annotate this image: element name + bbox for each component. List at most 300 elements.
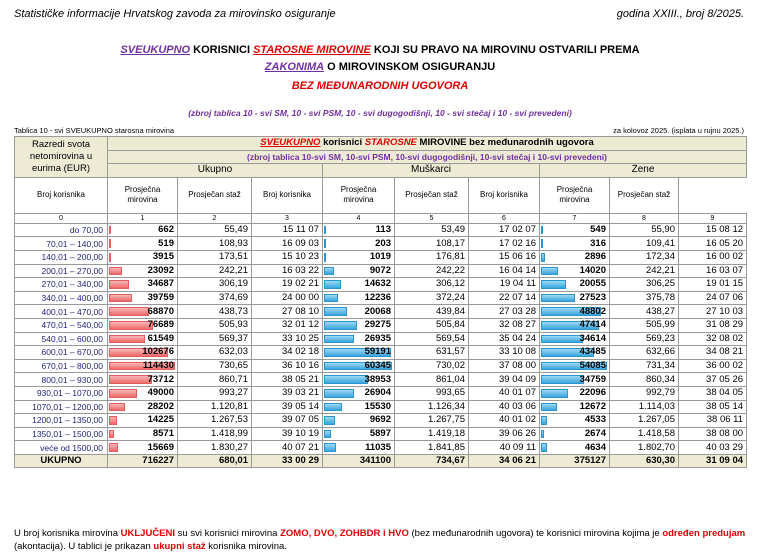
m-count-bar [324, 307, 347, 316]
z-count-value: 12672 [579, 400, 606, 412]
m-count-value: 15530 [364, 400, 391, 412]
m-avg: 306,12 [395, 278, 469, 292]
column-number: 6 [469, 213, 540, 223]
z-count-value: 2674 [584, 427, 606, 439]
foot-zomo: ZOMO, DVO, ZOHBDR i HVO [280, 528, 409, 539]
range-label: 1350,01 – 1500,00 [15, 427, 108, 441]
z-avg: 1.418,58 [610, 427, 679, 441]
u-count-value: 8571 [152, 427, 174, 439]
m-count-bar [324, 335, 354, 344]
column-header: Prosječna mirovina [540, 177, 610, 213]
z-staz: 34 08 21 [679, 346, 747, 360]
m-staz: 33 10 08 [469, 346, 540, 360]
m-count [323, 441, 395, 455]
u-count [108, 414, 178, 428]
m-count [323, 264, 395, 278]
u-count-value: 76689 [147, 319, 174, 331]
foot-e: (bez međunarodnih ugovora) te korisnici mirovina kojima je [408, 528, 663, 539]
column-header: Broj korisnika [15, 177, 108, 213]
m-avg: 730,02 [395, 359, 469, 373]
u-avg: 306,19 [178, 278, 252, 292]
z-count-bar [541, 253, 545, 262]
table-title-sveukupno: SVEUKUPNO [260, 137, 321, 149]
m-count [323, 278, 395, 292]
m-count-bar [324, 375, 368, 384]
u-count-value: 49000 [147, 387, 174, 399]
title-zakonima: ZAKONIMA [264, 61, 325, 73]
u-avg: 55,49 [178, 223, 252, 237]
m-count [323, 332, 395, 346]
column-header: Prosječan staž [395, 177, 469, 213]
m-staz: 39 06 26 [469, 427, 540, 441]
u-avg: 569,37 [178, 332, 252, 346]
total-m-staz: 34 06 21 [469, 454, 540, 468]
u-count [108, 400, 178, 414]
z-avg: 1.802,70 [610, 441, 679, 455]
z-staz: 40 03 29 [679, 441, 747, 455]
z-count-bar [541, 226, 543, 235]
z-avg: 1.114,03 [610, 400, 679, 414]
z-count-bar [541, 443, 547, 452]
u-count-value: 61549 [147, 332, 174, 344]
u-count-bar [109, 307, 149, 316]
table-row [15, 291, 747, 305]
u-staz: 15 11 07 [252, 223, 323, 237]
m-count [323, 414, 395, 428]
title-korisnici: KORISNICI [190, 44, 254, 56]
range-label: 600,01 – 670,00 [15, 346, 108, 360]
table-row [15, 414, 747, 428]
z-count-value: 34759 [579, 373, 606, 385]
column-headers [15, 177, 747, 213]
u-avg: 993,27 [178, 386, 252, 400]
u-count [108, 305, 178, 319]
u-count [108, 250, 178, 264]
m-avg: 242,22 [395, 264, 469, 278]
u-avg: 108,93 [178, 237, 252, 251]
foot-i: korisnika mirovina. [205, 541, 287, 552]
column-number: 4 [323, 213, 395, 223]
column-numbers [15, 213, 747, 223]
table-row [15, 332, 747, 346]
z-staz: 16 00 02 [679, 250, 747, 264]
table-title [108, 137, 747, 151]
z-staz: 38 04 05 [679, 386, 747, 400]
u-staz: 16 03 22 [252, 264, 323, 278]
total-label: UKUPNO [15, 454, 108, 468]
u-count [108, 278, 178, 292]
m-staz: 15 06 16 [469, 250, 540, 264]
z-avg: 860,34 [610, 373, 679, 387]
z-count-value: 48802 [579, 305, 606, 317]
column-header: Prosječan staž [178, 177, 252, 213]
range-label: do 70,00 [15, 223, 108, 237]
column-number: 8 [610, 213, 679, 223]
z-avg: 242,21 [610, 264, 679, 278]
u-count [108, 237, 178, 251]
z-count-value: 22096 [579, 387, 606, 399]
u-count [108, 427, 178, 441]
u-staz: 15 10 23 [252, 250, 323, 264]
u-avg: 1.830,27 [178, 441, 252, 455]
m-staz: 17 02 07 [469, 223, 540, 237]
m-avg: 993,65 [395, 386, 469, 400]
z-staz: 38 08 00 [679, 427, 747, 441]
range-label: 270,01 – 340,00 [15, 278, 108, 292]
z-staz: 37 05 26 [679, 373, 747, 387]
m-avg: 1.419,18 [395, 427, 469, 441]
range-label: 540,01 – 600,00 [15, 332, 108, 346]
u-count [108, 291, 178, 305]
z-count-bar [541, 280, 566, 289]
u-avg: 860,71 [178, 373, 252, 387]
u-avg: 505,93 [178, 318, 252, 332]
column-header: Prosječna mirovina [323, 177, 395, 213]
m-staz: 37 08 00 [469, 359, 540, 373]
z-count-value: 27523 [579, 292, 606, 304]
title-line-3: BEZ MEĐUNARODNIH UGOVORA [291, 80, 469, 92]
z-count [540, 278, 610, 292]
table-row [15, 427, 747, 441]
z-count [540, 305, 610, 319]
u-count [108, 373, 178, 387]
z-count [540, 332, 610, 346]
m-count-bar [324, 280, 341, 289]
group-ukupno: Ukupno [108, 164, 323, 178]
z-count-value: 4634 [584, 441, 606, 453]
u-count [108, 346, 178, 360]
u-count-value: 34687 [147, 278, 174, 290]
total-u-avg: 680,01 [178, 454, 252, 468]
z-count-bar [541, 239, 543, 248]
m-avg: 439,84 [395, 305, 469, 319]
u-count-value: 15669 [147, 441, 174, 453]
z-avg: 438,27 [610, 305, 679, 319]
table-title-starosne: STAROSNE [364, 137, 417, 149]
u-avg: 438,73 [178, 305, 252, 319]
z-count-value: 316 [590, 237, 606, 249]
z-count-bar [541, 403, 557, 412]
range-label: 670,01 – 800,00 [15, 359, 108, 373]
u-avg: 374,69 [178, 291, 252, 305]
m-staz: 17 02 16 [469, 237, 540, 251]
table-row [15, 264, 747, 278]
u-avg: 242,21 [178, 264, 252, 278]
m-count [323, 373, 395, 387]
z-avg: 1.267,05 [610, 414, 679, 428]
z-count [540, 359, 610, 373]
u-count-bar [109, 375, 152, 384]
m-count-value: 11035 [365, 441, 391, 453]
m-count [323, 291, 395, 305]
z-count-bar [541, 294, 575, 303]
z-count-bar [541, 267, 558, 276]
table-row [15, 386, 747, 400]
column-number: 7 [540, 213, 610, 223]
u-count [108, 359, 178, 373]
title-line-1 [0, 44, 760, 56]
u-count-bar [109, 239, 111, 248]
z-count-value: 2896 [584, 251, 606, 263]
table-row [15, 278, 747, 292]
u-staz: 39 07 05 [252, 414, 323, 428]
column-header: Prosječna mirovina [108, 177, 178, 213]
total-m-count: 341100 [323, 454, 395, 468]
z-count-value: 20055 [579, 278, 606, 290]
total-u-staz: 33 00 29 [252, 454, 323, 468]
z-avg: 172,34 [610, 250, 679, 264]
z-avg: 569,23 [610, 332, 679, 346]
range-label: 470,01 – 540,00 [15, 318, 108, 332]
u-count-bar [109, 430, 114, 439]
u-staz: 33 10 25 [252, 332, 323, 346]
z-count-value: 47414 [579, 319, 606, 331]
m-count-value: 1019 [369, 251, 391, 263]
u-staz: 39 03 21 [252, 386, 323, 400]
column-number: 5 [395, 213, 469, 223]
z-count-value: 54085 [579, 360, 606, 372]
u-staz: 39 10 19 [252, 427, 323, 441]
m-avg: 1.841,85 [395, 441, 469, 455]
table-row [15, 250, 747, 264]
z-avg: 632,66 [610, 346, 679, 360]
m-count [323, 237, 395, 251]
u-staz: 24 00 00 [252, 291, 323, 305]
z-count [540, 318, 610, 332]
title-rest-2: O MIROVINSKOM OSIGURANJU [324, 61, 496, 73]
m-count-value: 9692 [369, 414, 391, 426]
z-staz: 31 08 29 [679, 318, 747, 332]
u-count-bar [109, 335, 145, 344]
u-count-value: 28202 [147, 400, 174, 412]
m-staz: 40 01 07 [469, 386, 540, 400]
z-count [540, 291, 610, 305]
table-row [15, 318, 747, 332]
u-count-value: 68870 [147, 305, 174, 317]
u-count-value: 73712 [147, 373, 174, 385]
range-label: veće od 1500,00 [15, 441, 108, 455]
title-note: (zbroj tablica 10 - svi SM, 10 - svi PSM, 10 - svi dugogodišnji, 10 - svi stečaj i 10 - svi prevedeni) [188, 108, 572, 118]
foot-staz: ukupni staž [153, 541, 206, 552]
u-staz: 27 08 10 [252, 305, 323, 319]
z-avg: 731,34 [610, 359, 679, 373]
column-number: 1 [108, 213, 178, 223]
foot-predujam: određen predujam [662, 528, 746, 539]
m-staz: 39 04 09 [469, 373, 540, 387]
m-count-value: 38953 [364, 373, 391, 385]
m-count-value: 60345 [364, 360, 391, 372]
m-count-value: 9072 [369, 264, 391, 276]
z-count-bar [541, 430, 544, 439]
range-label: 800,01 – 930,00 [15, 373, 108, 387]
z-count-value: 4533 [584, 414, 606, 426]
z-avg: 375,78 [610, 291, 679, 305]
m-avg: 176,81 [395, 250, 469, 264]
u-count-bar [109, 294, 132, 303]
z-staz: 38 05 14 [679, 400, 747, 414]
z-avg: 306,25 [610, 278, 679, 292]
z-count [540, 346, 610, 360]
u-count-value: 102676 [142, 346, 174, 358]
total-z-count: 375127 [540, 454, 610, 468]
m-count-value: 20068 [364, 305, 391, 317]
m-avg: 631,57 [395, 346, 469, 360]
table-row [15, 373, 747, 387]
z-staz: 32 08 02 [679, 332, 747, 346]
column-header: Broj korisnika [469, 177, 540, 213]
u-count-value: 3915 [152, 251, 174, 263]
m-count-value: 5897 [369, 427, 391, 439]
z-staz: 38 06 11 [679, 414, 747, 428]
publication-title: Statističke informacije Hrvatskog zavoda za mirovinsko osiguranje [14, 8, 336, 20]
column-number: 9 [679, 213, 747, 223]
u-avg: 632,03 [178, 346, 252, 360]
z-staz: 24 07 06 [679, 291, 747, 305]
u-avg: 173,51 [178, 250, 252, 264]
u-count [108, 386, 178, 400]
u-count-bar [109, 226, 111, 235]
u-staz: 38 05 21 [252, 373, 323, 387]
title-line-2 [0, 61, 760, 73]
m-count [323, 346, 395, 360]
u-count [108, 332, 178, 346]
group-zene: Žene [540, 164, 747, 178]
u-avg: 730,65 [178, 359, 252, 373]
m-avg: 1.267,75 [395, 414, 469, 428]
u-count-bar [109, 253, 111, 262]
z-count-value: 14020 [579, 264, 606, 276]
m-staz: 40 09 11 [469, 441, 540, 455]
z-staz: 36 00 02 [679, 359, 747, 373]
z-count-value: 549 [590, 224, 606, 236]
range-label: 140,01 – 200,00 [15, 250, 108, 264]
total-u-count: 716227 [108, 454, 178, 468]
u-count-value: 114430 [142, 360, 174, 372]
m-staz: 16 04 14 [469, 264, 540, 278]
u-count [108, 318, 178, 332]
m-count-bar [324, 430, 331, 439]
table-period: za kolovoz 2025. (isplata u rujnu 2025.) [613, 126, 744, 135]
u-staz: 39 05 14 [252, 400, 323, 414]
m-staz: 19 04 11 [469, 278, 540, 292]
u-avg: 1.120,81 [178, 400, 252, 414]
z-count [540, 250, 610, 264]
u-count [108, 264, 178, 278]
z-staz: 15 08 12 [679, 223, 747, 237]
z-count [540, 264, 610, 278]
m-count [323, 386, 395, 400]
m-count-bar [324, 416, 335, 425]
title-sveukupno: SVEUKUPNO [120, 44, 191, 56]
m-count-value: 12236 [364, 292, 391, 304]
m-avg: 505,84 [395, 318, 469, 332]
z-avg: 505,99 [610, 318, 679, 332]
total-m-avg: 734,67 [395, 454, 469, 468]
range-label: 400,01 – 470,00 [15, 305, 108, 319]
u-count-bar [109, 443, 118, 452]
z-avg: 992,79 [610, 386, 679, 400]
column-number: 2 [178, 213, 252, 223]
table-row [15, 400, 747, 414]
total-z-avg: 630,30 [610, 454, 679, 468]
foot-ukljuceni: UKLJUČENI [120, 528, 176, 539]
range-label: 1200,01 – 1350,00 [15, 414, 108, 428]
foot-a: U broj korisnika mirovina [14, 528, 121, 539]
u-staz: 32 01 12 [252, 318, 323, 332]
total-row [15, 454, 747, 468]
m-count-value: 26935 [364, 332, 391, 344]
m-count-bar [324, 443, 336, 452]
table-row [15, 223, 747, 237]
table-caption: Tablica 10 - svi SVEUKUPNO starosna mirovina [14, 126, 175, 135]
z-staz: 16 05 20 [679, 237, 747, 251]
u-staz: 34 02 18 [252, 346, 323, 360]
u-staz: 19 02 21 [252, 278, 323, 292]
u-count-bar [109, 321, 153, 330]
u-count-value: 39759 [147, 292, 174, 304]
range-label: 930,01 – 1070,00 [15, 386, 108, 400]
m-avg: 861,04 [395, 373, 469, 387]
z-avg: 55,90 [610, 223, 679, 237]
u-count [108, 223, 178, 237]
z-count-value: 43485 [579, 346, 606, 358]
u-count-bar [109, 403, 125, 412]
u-count-bar [109, 267, 122, 276]
m-count [323, 250, 395, 264]
column-header: Broj korisnika [252, 177, 323, 213]
m-count-bar [324, 389, 354, 398]
m-count [323, 318, 395, 332]
u-avg: 1.267,53 [178, 414, 252, 428]
m-count [323, 305, 395, 319]
m-staz: 40 03 06 [469, 400, 540, 414]
m-avg: 108,17 [395, 237, 469, 251]
m-count-value: 26904 [364, 387, 391, 399]
u-count-bar [109, 416, 117, 425]
z-count [540, 427, 610, 441]
z-count-bar [541, 389, 568, 398]
z-count-bar [541, 416, 547, 425]
m-avg: 1.126,34 [395, 400, 469, 414]
m-count-value: 29275 [364, 319, 391, 331]
range-label: 340,01 – 400,00 [15, 291, 108, 305]
m-count-bar [324, 294, 338, 303]
m-count [323, 359, 395, 373]
table-row [15, 346, 747, 360]
m-count-value: 203 [375, 237, 391, 249]
u-count-value: 14225 [147, 414, 174, 426]
u-staz: 36 10 16 [252, 359, 323, 373]
column-number: 0 [15, 213, 108, 223]
issue-number: godina XXIII., broj 8/2025. [616, 8, 744, 20]
m-count-value: 59191 [364, 346, 391, 358]
table-body [15, 223, 747, 454]
range-label: 200,01 – 270,00 [15, 264, 108, 278]
z-count [540, 237, 610, 251]
u-staz: 16 09 03 [252, 237, 323, 251]
m-count-bar [324, 321, 357, 330]
m-count-bar [324, 267, 334, 276]
range-label: 1070,01 – 1200,00 [15, 400, 108, 414]
m-avg: 569,54 [395, 332, 469, 346]
z-staz: 27 10 03 [679, 305, 747, 319]
table-title-rest: MIROVINE bez međunarodnih ugovora [416, 137, 594, 149]
total-z-staz: 31 09 04 [679, 454, 747, 468]
m-count-value: 113 [375, 224, 391, 236]
foot-g: (akontacija). U tablici je prikazan [14, 541, 154, 552]
u-count-value: 23092 [147, 264, 174, 276]
z-count [540, 400, 610, 414]
